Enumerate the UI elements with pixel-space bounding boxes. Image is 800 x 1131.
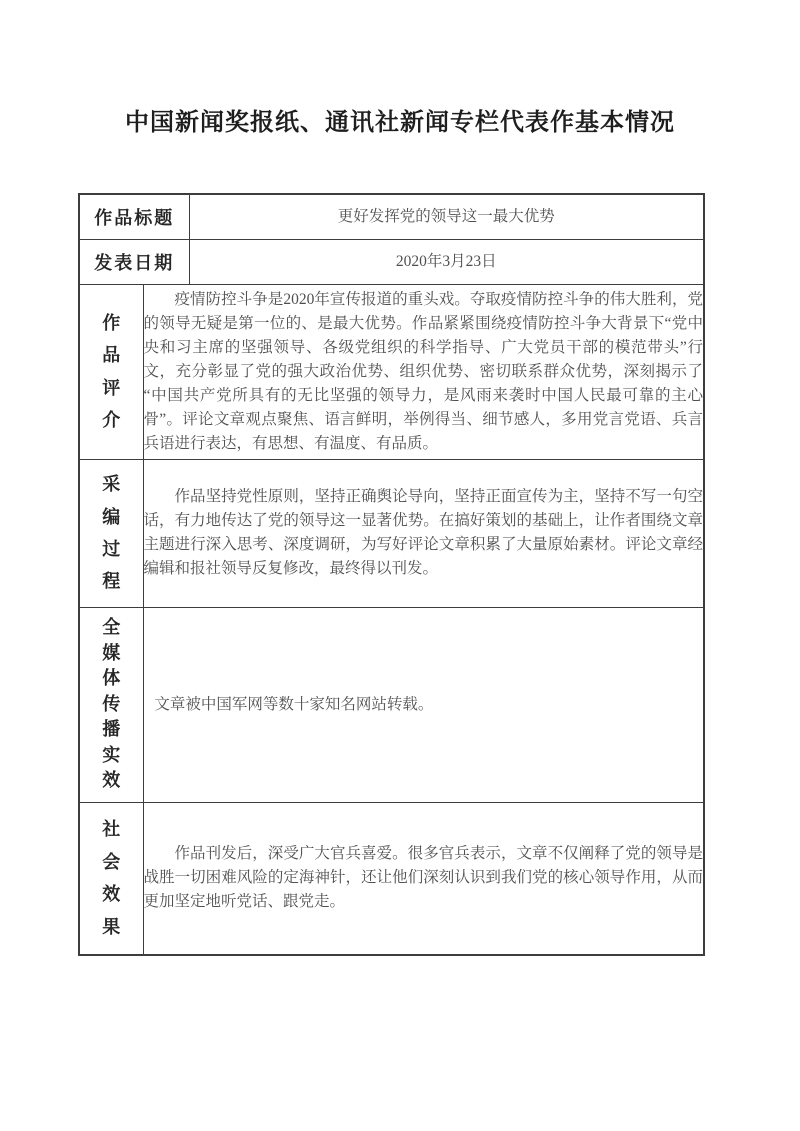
editing-process-value: 作品坚持党性原则，坚持正确舆论导向，坚持正面宣传为主，坚持不写一句空话，有力地传达了党的领导这一显著优势。在搞好策划的基础上，让作者围绕文章主题进行深入思考、深度调研，为写好评论文章积累了大量原始素材。评论文章经编辑和报社领导反复修改，最终得以刊发。: [143, 488, 703, 577]
work-review-cell: [143, 284, 704, 459]
row-label-social-effect: [79, 802, 143, 955]
social-effect-cell: [143, 802, 704, 955]
row-label-social-effect-text: 社会效果: [102, 819, 121, 937]
row-label-publish-date: 发表日期: [79, 239, 189, 284]
table-row: [79, 802, 704, 955]
table-row: [79, 607, 704, 802]
publish-date-value: 2020年3月23日: [189, 239, 704, 284]
row-label-work-title: 作品标题: [79, 194, 189, 239]
page-title: 中国新闻奖报纸、通讯社新闻专栏代表作基本情况: [125, 110, 675, 136]
table-row: [79, 239, 704, 284]
row-label-editing-process: [79, 459, 143, 607]
social-effect-value: 作品刊发后，深受广大官兵喜爱。很多官兵表示，文章不仅阐释了党的领导是战胜一切困难风险的定海神针，还让他们深刻认识到我们党的核心领导作用，从而更加坚定地听党话、跟党走。: [143, 845, 703, 911]
work-review-value: 疫情防控斗争是2020年宣传报道的重头戏。夺取疫情防控斗争的伟大胜利，党的领导无疑是第一位的、是最大优势。作品紧紧围绕疫情防控斗争大背景下“党中央和习主席的坚强领导、各级党组织的科学指导、广大党员干部的模范带头”行文，充分彰显了党的强大政治优势、组织优势、密切联系群众优势，深刻揭示了“中国共产党所具有的无比坚强的领导力，是风雨来袭时中国人民最可靠的主心骨”。评论文章观点聚焦、语言鲜明，举例得当、细节感人，多用党言党语、兵言兵语进行表达，有思想、有温度、有品质。: [143, 290, 703, 452]
row-label-media-effect-text: 全媒体传播实效: [102, 617, 121, 791]
row-label-work-review-text: 作品评介: [102, 312, 121, 430]
media-effect-value: 文章被中国军网等数十家知名网站转载。: [154, 695, 434, 713]
info-table: [78, 193, 705, 956]
table-row: [79, 194, 704, 239]
media-effect-cell: [143, 607, 704, 802]
row-label-media-effect: [79, 607, 143, 802]
table-row: [79, 459, 704, 607]
editing-process-cell: [143, 459, 704, 607]
work-title-value: 更好发挥党的领导这一最大优势: [189, 194, 704, 239]
row-label-work-review: [79, 284, 143, 459]
row-label-editing-process-text: 采编过程: [102, 474, 121, 592]
table-row: [79, 284, 704, 459]
